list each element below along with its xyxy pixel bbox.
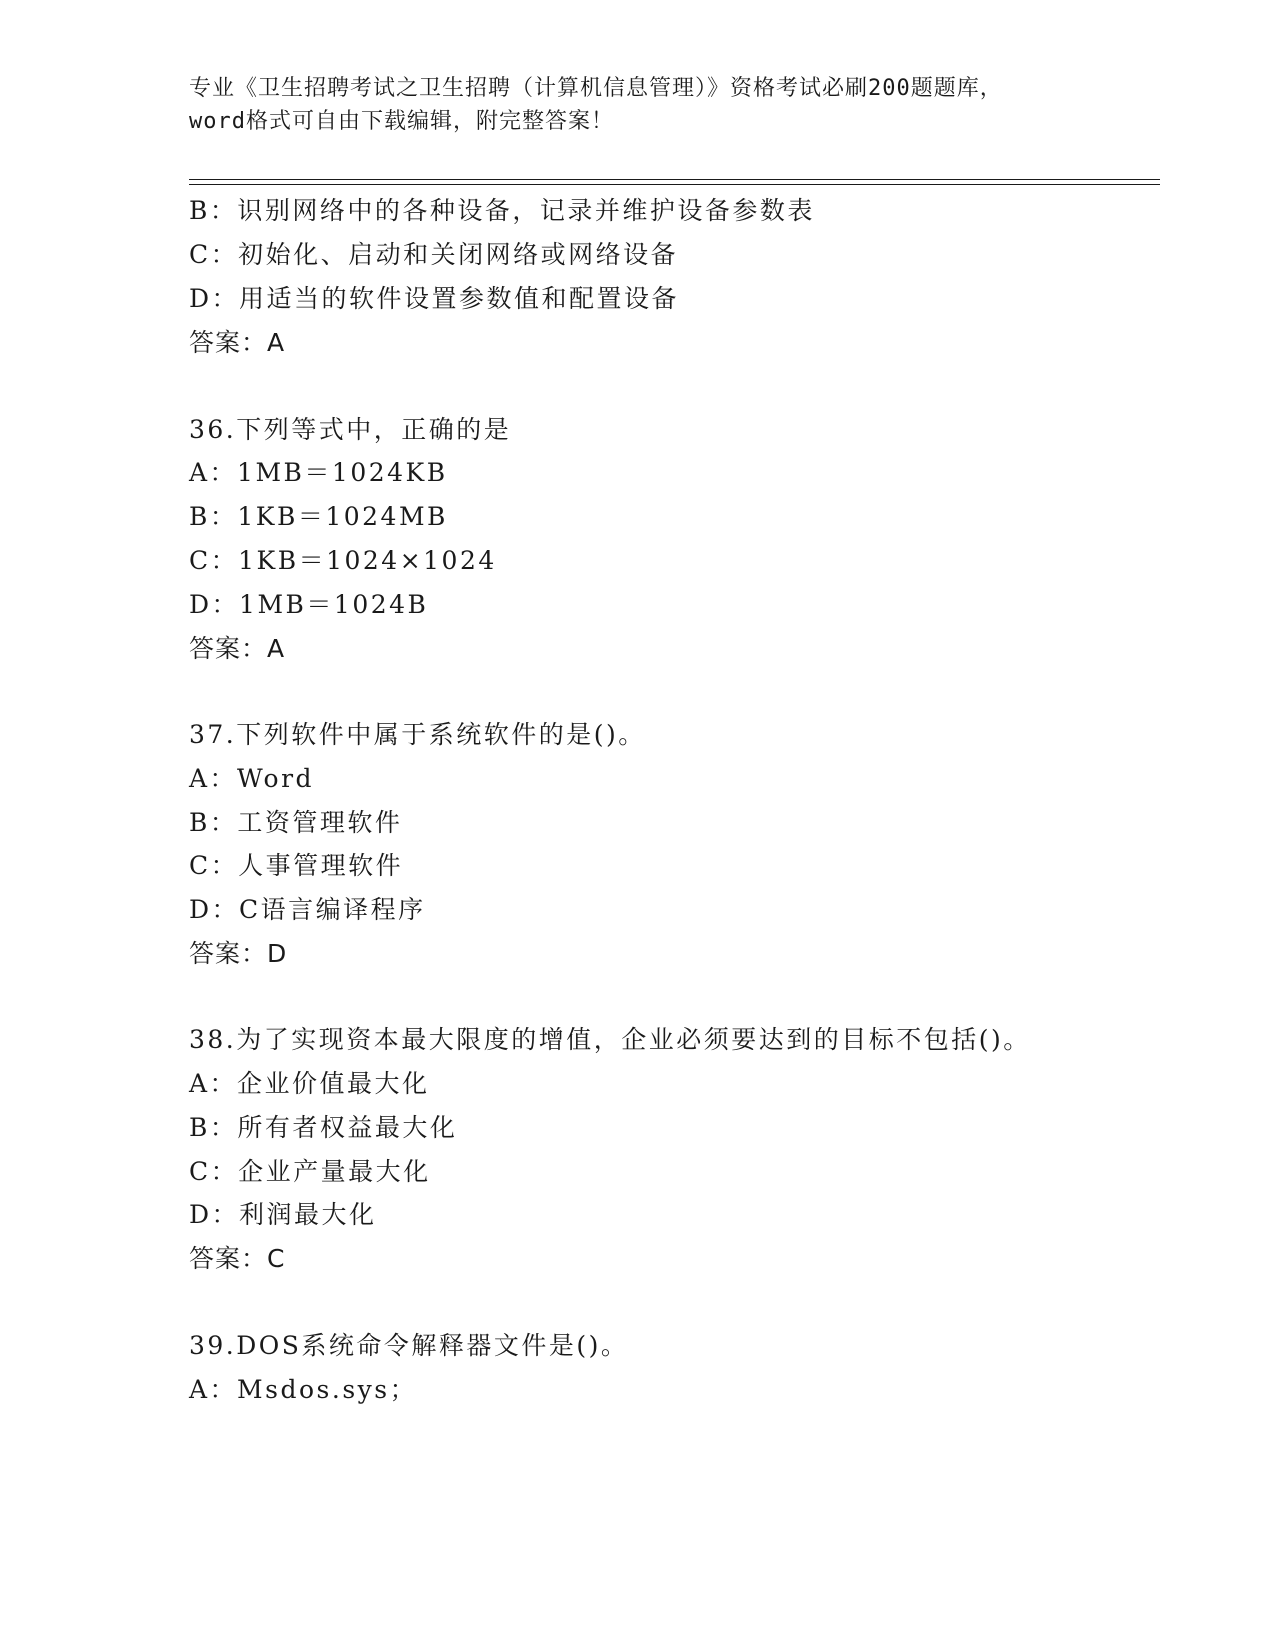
option-b: B：所有者权益最大化 [189, 1113, 458, 1142]
question-stem: 36.下列等式中，正确的是 [189, 415, 512, 444]
option-d: D：1MB＝1024B [189, 590, 429, 619]
answer: 答案：A [189, 634, 286, 663]
question-stem: 39.DOS系统命令解释器文件是()。 [189, 1331, 629, 1360]
option-d: D：用适当的软件设置参数值和配置设备 [189, 284, 680, 313]
answer: 答案：D [189, 939, 288, 968]
option-c: C：企业产量最大化 [189, 1157, 431, 1186]
header-divider-top [189, 179, 1160, 180]
header-line-1: 专业《卫生招聘考试之卫生招聘（计算机信息管理）》资格考试必刷200题题库， [189, 76, 1003, 101]
header-line-2: word格式可自由下载编辑，附完整答案！ [189, 109, 614, 134]
option-a: A：企业价值最大化 [189, 1069, 430, 1098]
option-d: D：C语言编译程序 [189, 895, 426, 924]
document-header [189, 72, 1089, 138]
option-c: C：人事管理软件 [189, 851, 404, 880]
answer: 答案：C [189, 1244, 286, 1273]
option-a: A：Word [189, 764, 315, 793]
question-stem: 37.下列软件中属于系统软件的是()。 [189, 720, 646, 749]
option-a: A：Msdos.sys； [189, 1375, 418, 1404]
option-c: C：初始化、启动和关闭网络或网络设备 [189, 240, 679, 269]
header-divider-bottom [189, 184, 1160, 185]
option-a: A：1MB＝1024KB [189, 458, 448, 487]
option-d: D：利润最大化 [189, 1200, 377, 1229]
option-b: B：识别网络中的各种设备，记录并维护设备参数表 [189, 196, 815, 225]
option-b: B：工资管理软件 [189, 808, 403, 837]
question-stem: 38.为了实现资本最大限度的增值，企业必须要达到的目标不包括()。 [189, 1025, 1031, 1054]
option-b: B：1KB＝1024MB [189, 502, 448, 531]
answer: 答案：A [189, 328, 286, 357]
option-c: C：1KB＝1024×1024 [189, 546, 497, 575]
